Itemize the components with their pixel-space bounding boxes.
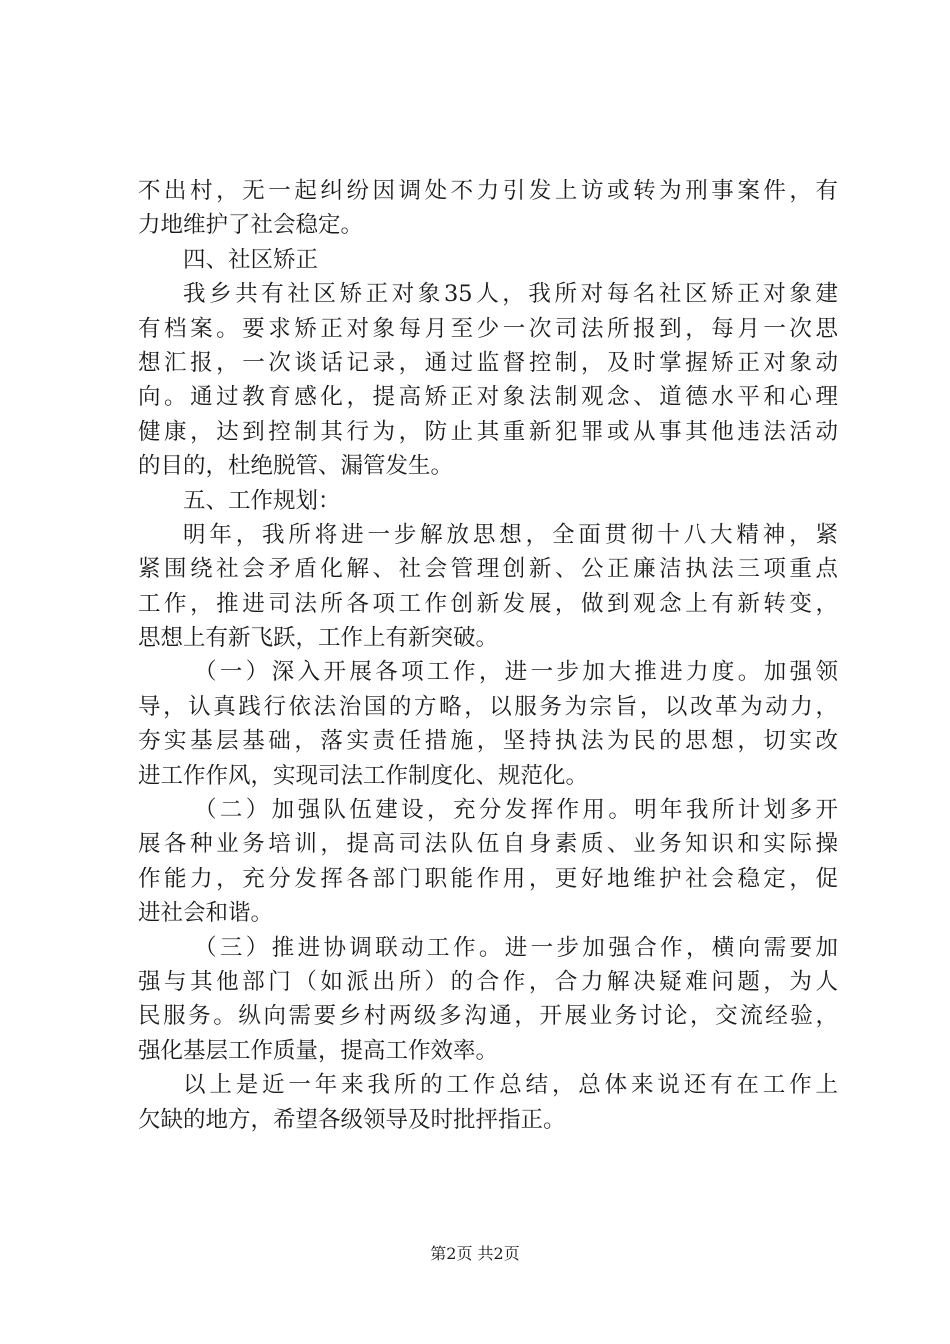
body-line: 的目的，杜绝脱管、漏管发生。: [138, 453, 454, 480]
body-line: 作能力，充分发挥各部门职能作用，更好地维护社会稳定，促: [138, 865, 838, 892]
body-line: （三）推进协调联动工作。进一步加强合作，横向需要加: [194, 934, 838, 961]
page-footer: [0, 1244, 950, 1264]
body-line: 展各种业务培训，提高司法队伍自身素质、业务知识和实际操: [138, 831, 838, 858]
page-number-label: 第2页 共2页: [430, 1244, 520, 1263]
body-line: 民服务。纵向需要乡村两级多沟通，开展业务讨论，交流经验，: [138, 1003, 838, 1030]
body-line: 以上是近一年来我所的工作总结，总体来说还有在工作上: [183, 1072, 838, 1099]
body-line: 向。通过教育感化，提高矫正对象法制观念、道德水平和心理: [138, 384, 838, 411]
body-line: 夯实基层基础，落实责任措施，坚持执法为民的思想，切实改: [138, 728, 838, 755]
section-heading: 四、社区矫正: [183, 246, 319, 273]
body-line: 明年，我所将进一步解放思想，全面贯彻十八大精神，紧: [183, 521, 838, 548]
body-line: 思想上有新飞跃，工作上有新突破。: [138, 625, 499, 652]
body-line: 想汇报，一次谈话记录，通过监督控制，及时掌握矫正对象动: [138, 349, 838, 376]
body-line: 欠缺的地方，希望各级领导及时批抨指正。: [138, 1106, 566, 1133]
body-line: 力地维护了社会稳定。: [138, 212, 364, 239]
body-line: 强化基层工作质量，提高工作效率。: [138, 1037, 499, 1064]
body-line: 导，认真践行依法治国的方略，以服务为宗旨，以改革为动力，: [138, 693, 838, 720]
body-line: 强与其他部门（如派出所）的合作，合力解决疑难问题，为人: [138, 968, 838, 995]
body-line: 不出村，无一起纠纷因调处不力引发上访或转为刑事案件，有: [138, 178, 838, 204]
body-line: （二）加强队伍建设，充分发挥作用。明年我所计划多开: [194, 797, 838, 824]
body-line: 紧围绕社会矛盾化解、社会管理创新、公正廉洁执法三项重点: [138, 556, 838, 583]
body-line: 有档案。要求矫正对象每月至少一次司法所报到，每月一次思: [138, 315, 838, 342]
body-line: 进社会和谐。: [138, 900, 274, 927]
body-line: 进工作作风，实现司法工作制度化、规范化。: [138, 762, 589, 789]
body-line: 工作，推进司法所各项工作创新发展，做到观念上有新转变，: [138, 590, 838, 617]
body-line: 我乡共有社区矫正对象35人，我所对每名社区矫正对象建: [183, 281, 838, 308]
section-heading: 五、工作规划：: [183, 487, 341, 514]
body-line: 健康，达到控制其行为，防止其重新犯罪或从事其他违法活动: [138, 418, 838, 445]
body-line: （一）深入开展各项工作，进一步加大推进力度。加强领: [194, 659, 838, 686]
document-body: [138, 174, 838, 1137]
